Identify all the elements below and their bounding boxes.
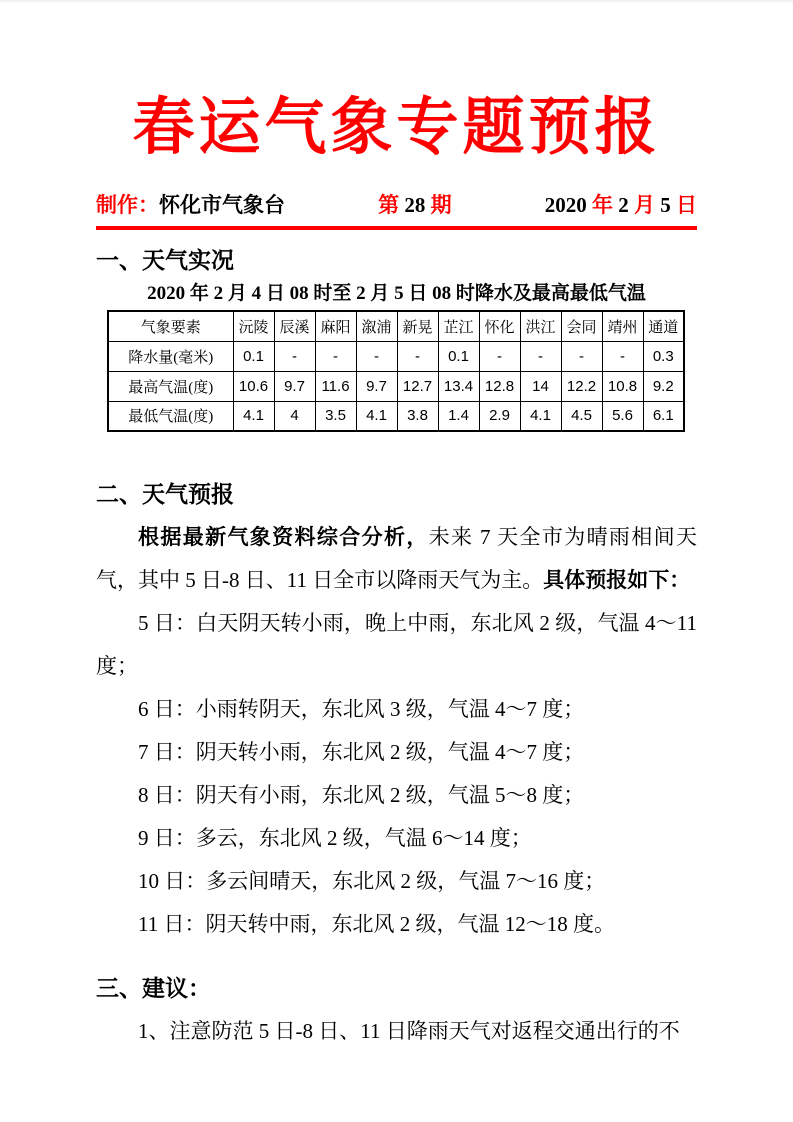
meta-date-year: 2020	[544, 193, 587, 217]
table-cell: 0.1	[438, 341, 479, 371]
forecast-intro-bold-tail: 具体预报如下：	[543, 568, 691, 592]
table-header-cell: 新晃	[397, 311, 438, 341]
forecast-item-day8: 8 日：阴天有小雨，东北风 2 级，气温 5～8 度；	[138, 783, 585, 807]
table-header-cell: 芷江	[438, 311, 479, 341]
table-cell: -	[479, 341, 520, 371]
table-header-cell: 辰溪	[274, 311, 315, 341]
table-cell: -	[315, 341, 356, 371]
meta-date-month-char: 月	[628, 193, 661, 217]
forecast-item-day6: 6 日：小雨转阴天，东北风 3 级，气温 4～7 度；	[138, 697, 585, 721]
row-label-cell: 最高气温(度)	[108, 371, 233, 401]
table-cell: 11.6	[315, 371, 356, 401]
table-cell: 0.1	[233, 341, 274, 371]
table-cell: 12.7	[397, 371, 438, 401]
table-header-row	[108, 311, 684, 341]
forecast-item-day10: 10 日：多云间晴天，东北风 2 级，气温 7～16 度；	[138, 869, 606, 893]
table-cell: 4.5	[561, 401, 602, 431]
table-cell: 10.6	[233, 371, 274, 401]
row-label-cell: 降水量(毫米)	[108, 341, 233, 371]
table-header-cell: 气象要素	[108, 311, 233, 341]
meta-producer	[96, 192, 285, 218]
section2-heading: 二、天气预报	[96, 482, 234, 507]
meta-issue-suffix: 期	[430, 193, 452, 217]
page-title: 春运气象专题预报	[132, 94, 661, 162]
table-title: 2020 年 2 月 4 日 08 时至 2 月 5 日 08 时降水及最高最低气温	[147, 283, 646, 304]
table-header-cell: 靖州	[602, 311, 643, 341]
forecast-item-day11: 11 日：阴天转中雨，东北风 2 级，气温 12～18 度。	[138, 912, 615, 936]
table-cell: 4.1	[520, 401, 561, 431]
table-cell: 3.8	[397, 401, 438, 431]
table-cell: 4.1	[356, 401, 397, 431]
meta-date-year-char: 年	[586, 193, 619, 217]
table-cell: 13.4	[438, 371, 479, 401]
table-row-min-temp	[108, 401, 684, 431]
forecast-item-day9: 9 日：多云，东北风 2 级，气温 6～14 度；	[138, 826, 532, 850]
table-cell: 0.3	[643, 341, 684, 371]
meta-date-day-char: 日	[670, 193, 697, 217]
table-header-cell: 洪江	[520, 311, 561, 341]
table-cell: -	[356, 341, 397, 371]
table-header-cell: 麻阳	[315, 311, 356, 341]
table-row-precipitation	[108, 341, 684, 371]
header-divider	[96, 226, 697, 230]
forecast-item-day5: 5 日：白天阴天转小雨，晚上中雨，东北风 2 级，气温 4～11 度；	[96, 611, 697, 678]
table-cell: 5.6	[602, 401, 643, 431]
table-cell: -	[561, 341, 602, 371]
meta-date-day: 5	[660, 193, 671, 217]
table-cell: -	[397, 341, 438, 371]
table-cell: 2.9	[479, 401, 520, 431]
meta-issue	[378, 192, 452, 218]
forecast-item-day7: 7 日：阴天转小雨，东北风 2 级，气温 4～7 度；	[138, 740, 585, 764]
meta-producer-value: 怀化市气象台	[159, 193, 285, 217]
table-header-cell: 溆浦	[356, 311, 397, 341]
table-cell: 6.1	[643, 401, 684, 431]
table-header-cell: 沅陵	[233, 311, 274, 341]
table-cell: 9.7	[274, 371, 315, 401]
table-cell: 1.4	[438, 401, 479, 431]
table-cell: 14	[520, 371, 561, 401]
meta-row	[96, 192, 697, 218]
table-cell: 12.8	[479, 371, 520, 401]
table-cell: 4	[274, 401, 315, 431]
table-header-cell: 通道	[643, 311, 684, 341]
table-cell: 9.2	[643, 371, 684, 401]
meta-producer-label: 制作：	[96, 193, 159, 217]
table-cell: 3.5	[315, 401, 356, 431]
section1-heading: 一、天气实况	[96, 248, 234, 273]
meta-date	[545, 192, 697, 218]
table-cell: -	[520, 341, 561, 371]
advice-item: 1、注意防范 5 日-8 日、11 日降雨天气对返程交通出行的不	[138, 1019, 680, 1043]
forecast-intro	[96, 516, 697, 602]
table-cell: 10.8	[602, 371, 643, 401]
forecast-intro-regular: 未来 7 天全市为晴雨相间天气，其中 5 日-8 日、11 日全市以降雨天气为主。	[96, 525, 698, 592]
section3-heading: 三、建议：	[96, 976, 211, 1001]
table-cell: -	[274, 341, 315, 371]
table-cell: 12.2	[561, 371, 602, 401]
meta-date-month: 2	[618, 193, 629, 217]
meta-issue-number: 28	[399, 193, 431, 217]
table-cell: 4.1	[233, 401, 274, 431]
meta-issue-prefix: 第	[378, 193, 400, 217]
table-header-cell: 会同	[561, 311, 602, 341]
table-cell: -	[602, 341, 643, 371]
table-header-cell: 怀化	[479, 311, 520, 341]
forecast-intro-bold-lead: 根据最新气象资料综合分析，	[138, 525, 429, 549]
row-label-cell: 最低气温(度)	[108, 401, 233, 431]
weather-table	[107, 310, 685, 432]
table-row-max-temp	[108, 371, 684, 401]
table-cell: 9.7	[356, 371, 397, 401]
